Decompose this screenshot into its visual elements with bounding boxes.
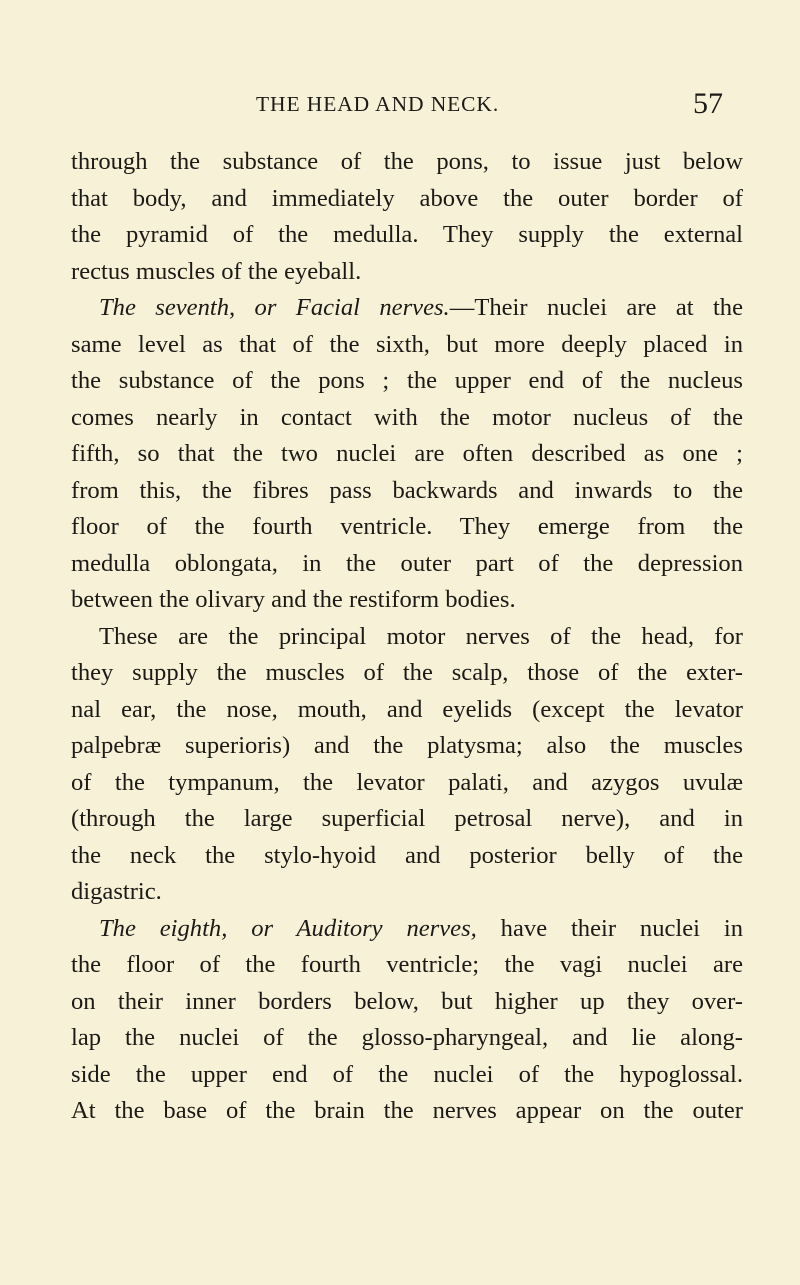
text-line: they supply the muscles of the scalp, those of the exter- — [71, 659, 743, 686]
text-line: that body, and immediately above the outer border of — [71, 184, 743, 212]
body-text — [71, 144, 743, 1130]
text-line: palpebræ superioris) and the platysma; also the muscles — [71, 732, 743, 759]
text-line: fifth, so that the two nuclei are often described as one ; — [71, 440, 743, 467]
facial-nerves-heading-line — [71, 290, 743, 327]
text-line: on their inner borders below, but higher up they over- — [71, 987, 743, 1015]
text-line: rectus muscles of the eyeball. — [71, 257, 362, 285]
text-line: (through the large superficial petrosal nerve), and in — [71, 805, 743, 832]
text-span: have their nuclei in — [476, 914, 743, 942]
text-line: side the upper end of the nuclei of the hypoglossal. — [71, 1060, 743, 1088]
text-line: At the base of the brain the nerves appear on the outer — [71, 1097, 743, 1124]
text-line: medulla oblongata, in the outer part of the depression — [71, 549, 743, 577]
text-span: —Their nuclei are at the — [449, 294, 744, 321]
text-line: comes nearly in contact with the motor nucleus of the — [71, 403, 743, 431]
text-line: digastric. — [71, 878, 162, 905]
page-number: 57 — [693, 87, 723, 120]
text-line: between the olivary and the restiform bodies. — [71, 586, 516, 613]
text-line: the pyramid of the medulla. They supply the external — [71, 221, 743, 248]
text-line: floor of the fourth ventricle. They emerge from the — [71, 513, 743, 540]
text-line: the substance of the pons ; the upper end of the nucleus — [71, 367, 743, 394]
running-head: THE HEAD AND NECK. — [256, 92, 500, 116]
page-header — [0, 88, 800, 128]
text-line: lap the nuclei of the glosso-pharyngeal, and lie along- — [71, 1024, 743, 1051]
facial-nerves-heading: The seventh, or Facial nerves. — [99, 294, 450, 321]
auditory-nerves-heading-line — [71, 911, 743, 948]
text-line: These are the principal motor nerves of the head, for — [99, 622, 743, 650]
text-line: the floor of the fourth ventricle; the vagi nuclei are — [71, 951, 743, 978]
text-line: of the tympanum, the levator palati, and azygos uvulæ — [71, 768, 743, 796]
text-line: same level as that of the sixth, but more deeply placed in — [71, 330, 743, 358]
auditory-nerves-heading: The eighth, or Auditory nerves, — [99, 914, 477, 942]
text-line: nal ear, the nose, mouth, and eyelids (except the levator — [71, 695, 743, 723]
text-line: from this, the fibres pass backwards and inwards to the — [71, 476, 743, 504]
text-line: the neck the stylo-hyoid and posterior belly of the — [71, 841, 743, 869]
text-line: through the substance of the pons, to issue just below — [71, 148, 743, 175]
